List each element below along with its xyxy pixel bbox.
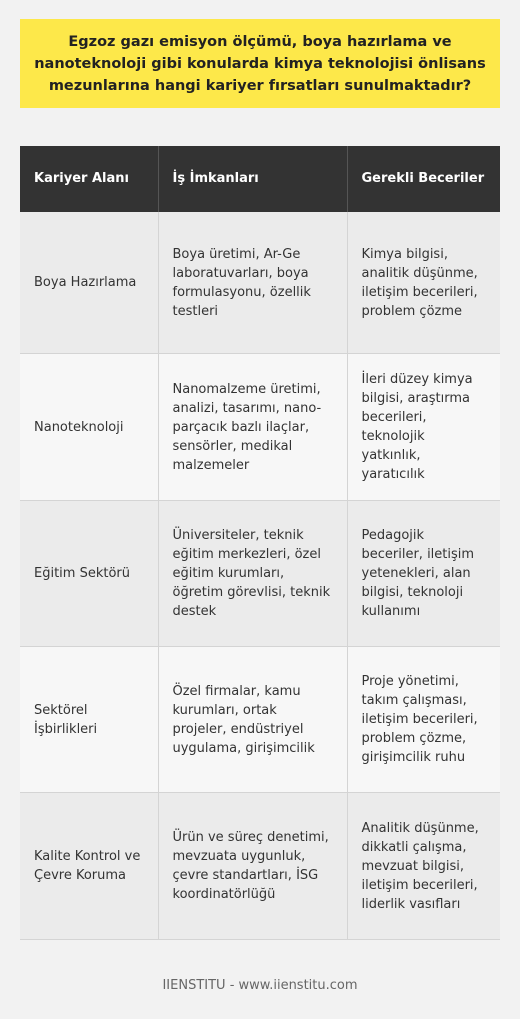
cell-required-skills: Analitik düşünme, dikkatli çalışma, mevzuat bilgisi, iletişim becerileri, liderlik vasıfları bbox=[347, 793, 500, 940]
cell-career-area: Eğitim Sektörü bbox=[20, 501, 158, 647]
question-banner bbox=[20, 19, 500, 108]
cell-career-area: Sektörel İşbirlikleri bbox=[20, 647, 158, 793]
cell-career-area: Boya Hazırlama bbox=[20, 212, 158, 354]
footer-credit: IIENSTITU - www.iienstitu.com bbox=[162, 978, 358, 993]
cell-job-opportunities: Özel firmalar, kamu kurumları, ortak projeler, endüstriyel uygulama, girişimcilik bbox=[158, 647, 347, 793]
table-row bbox=[20, 212, 500, 354]
table-row bbox=[20, 354, 500, 501]
cell-job-opportunities: Üniversiteler, teknik eğitim merkezleri, özel eğitim kurumları, öğretim görevlisi, teknik destek bbox=[158, 501, 347, 647]
header-job-opportunities: İş İmkanları bbox=[158, 146, 347, 212]
header-career-area: Kariyer Alanı bbox=[20, 146, 158, 212]
header-required-skills: Gerekli Beceriler bbox=[347, 146, 500, 212]
career-table bbox=[20, 146, 500, 940]
cell-required-skills: Proje yönetimi, takım çalışması, iletişim becerileri, problem çözme, girişimcilik ruhu bbox=[347, 647, 500, 793]
cell-required-skills: Kimya bilgisi, analitik düşünme, iletişim becerileri, problem çözme bbox=[347, 212, 500, 354]
table-header-row bbox=[20, 146, 500, 212]
career-table-container bbox=[20, 146, 500, 940]
table-row bbox=[20, 793, 500, 940]
cell-career-area: Kalite Kontrol ve Çevre Koruma bbox=[20, 793, 158, 940]
cell-required-skills: İleri düzey kimya bilgisi, araştırma becerileri, teknolojik yatkınlık, yaratıcılık bbox=[347, 354, 500, 501]
cell-job-opportunities: Nanomalzeme üretimi, analizi, tasarımı, nano-parçacık bazlı ilaçlar, sensörler, medikal malzemeler bbox=[158, 354, 347, 501]
table-row bbox=[20, 501, 500, 647]
cell-job-opportunities: Boya üretimi, Ar-Ge laboratuvarları, boya formulasyonu, özellik testleri bbox=[158, 212, 347, 354]
cell-career-area: Nanoteknoloji bbox=[20, 354, 158, 501]
cell-job-opportunities: Ürün ve süreç denetimi, mevzuata uygunluk, çevre standartları, İSG koordinatörlüğü bbox=[158, 793, 347, 940]
table-row bbox=[20, 647, 500, 793]
cell-required-skills: Pedagojik beceriler, iletişim yetenekleri, alan bilgisi, teknoloji kullanımı bbox=[347, 501, 500, 647]
question-title: Egzoz gazı emisyon ölçümü, boya hazırlama ve nanoteknoloji gibi konularda kimya teknolojisi önlisans mezunlarına hangi kariyer fırsatları sunulmaktadır? bbox=[34, 33, 486, 94]
